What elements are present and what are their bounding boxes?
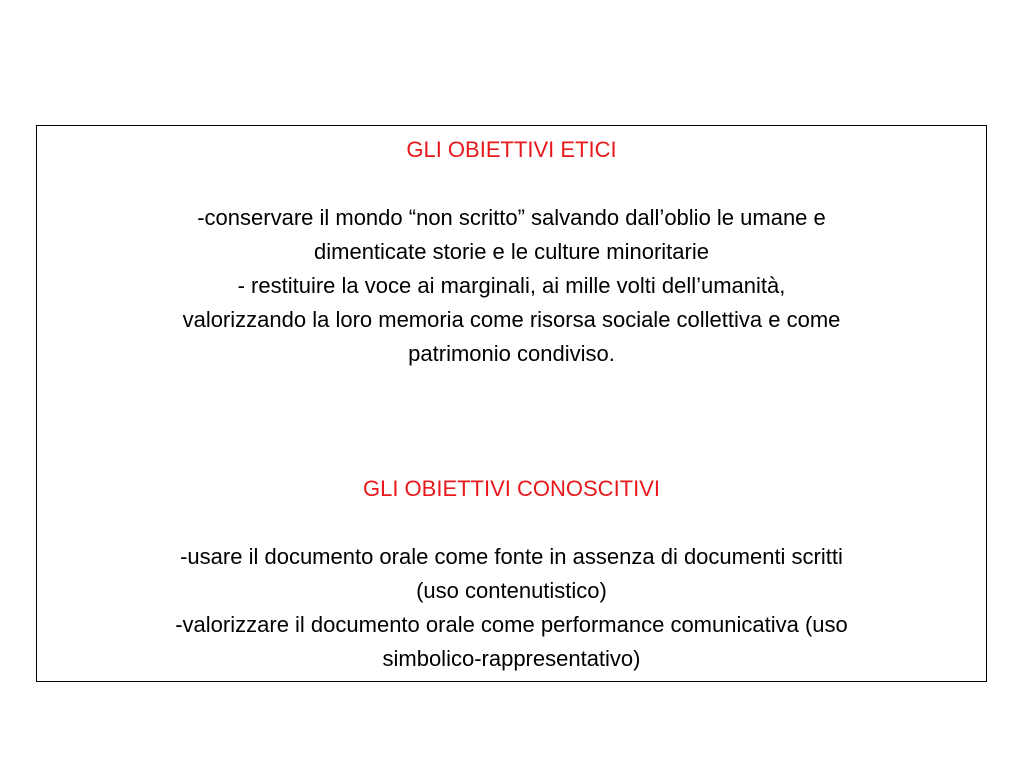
content-box — [36, 125, 987, 682]
knowledge-goals-title: GLI OBIETTIVI CONOSCITIVI — [362, 476, 661, 501]
ethic-goals-title: GLI OBIETTIVI ETICI — [406, 137, 617, 162]
knowledge-goal-line: -usare il documento orale come fonte in assenza di documenti scritti — [180, 544, 843, 569]
knowledge-goals-section — [37, 472, 986, 676]
spacer — [37, 167, 986, 201]
ethic-goals-section — [37, 133, 986, 371]
knowledge-goal-line: -valorizzare il documento orale come performance comunicativa (uso — [175, 612, 848, 637]
ethic-goal-line: -conservare il mondo “non scritto” salvando dall’oblio le umane e — [197, 205, 826, 230]
knowledge-goal-line: (uso contenutistico) — [416, 578, 607, 603]
ethic-goal-line: valorizzando la loro memoria come risorsa sociale collettiva e come — [182, 307, 841, 332]
ethic-goal-line: dimenticate storie e le culture minoritarie — [314, 239, 709, 264]
ethic-goal-line: - restituire la voce ai marginali, ai mille volti dell’umanità, — [237, 273, 786, 298]
ethic-goal-line: patrimonio condiviso. — [408, 341, 615, 366]
spacer — [37, 506, 986, 540]
knowledge-goal-line: simbolico-rappresentativo) — [382, 646, 641, 671]
